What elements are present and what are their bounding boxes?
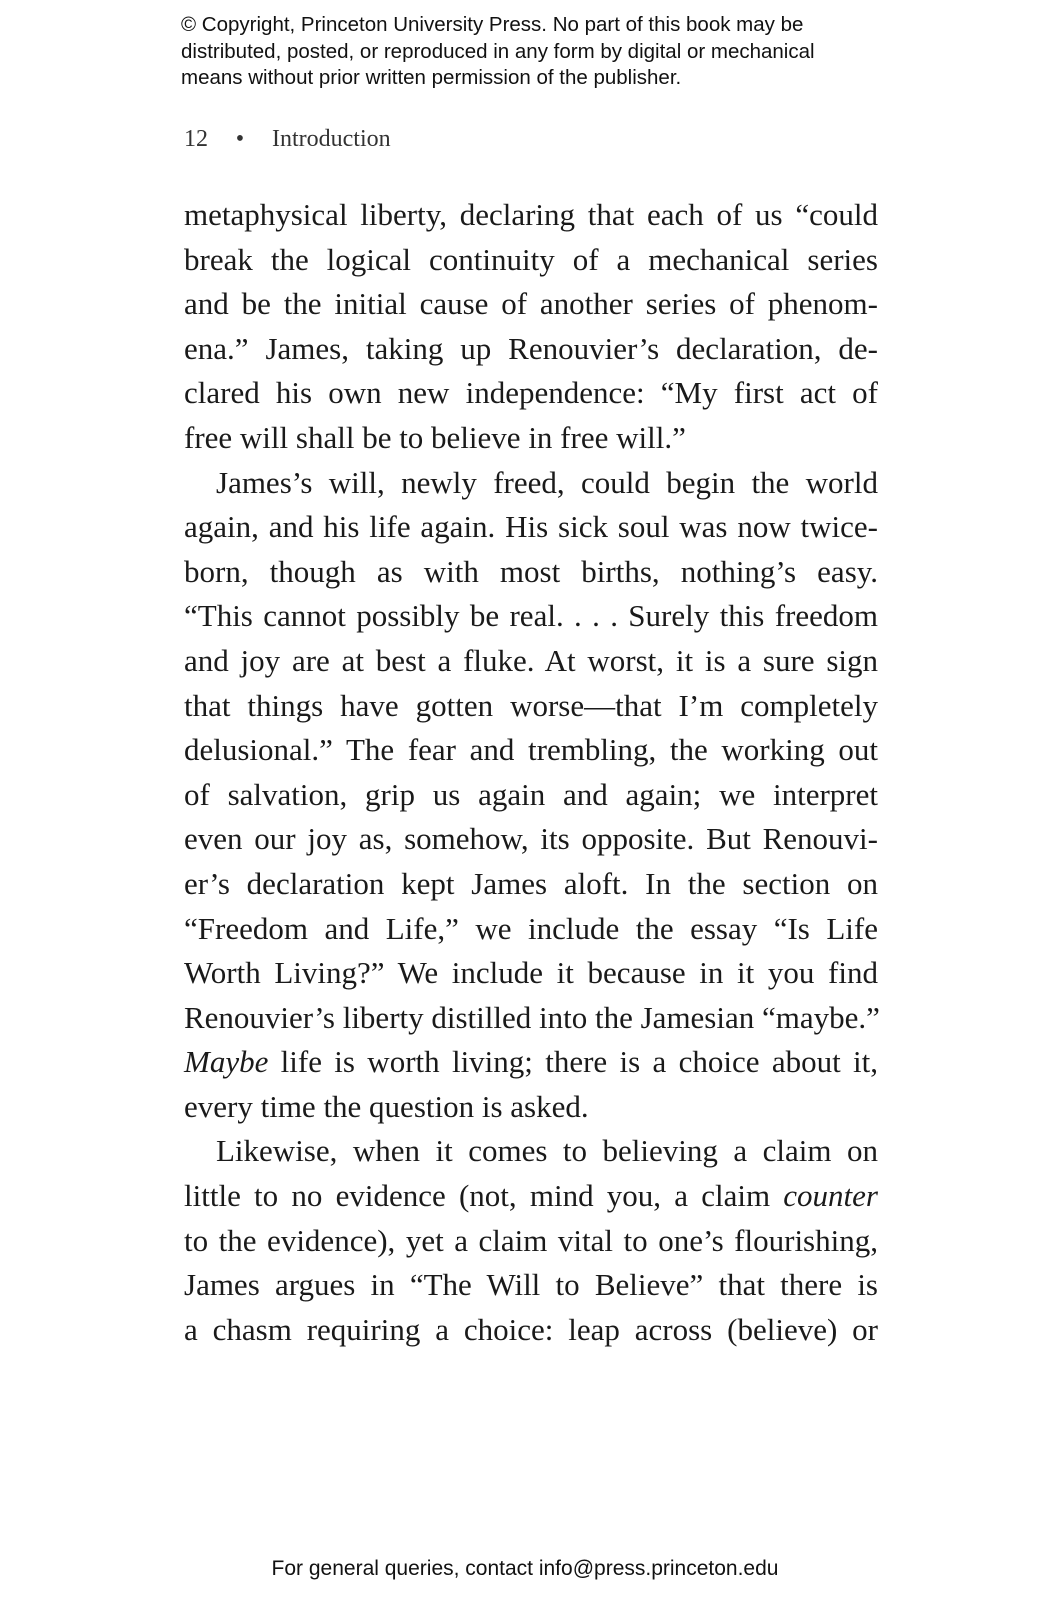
running-head — [184, 124, 391, 154]
copyright-line: distributed, posted, or reproduced in any form by digital or mechanical — [181, 39, 815, 63]
text-line: to the evidence), yet a claim vital to one’s flourishing, — [184, 1222, 878, 1258]
text-line: and be the initial cause of another series of phenom- — [184, 286, 878, 322]
text-line: er’s declaration kept James aloft. In the section on — [184, 865, 878, 901]
body-text — [184, 193, 878, 1352]
text-run: little to no evidence (not, mind you, a claim — [184, 1178, 784, 1214]
text-line: a chasm requiring a choice: leap across (believe) or — [184, 1311, 878, 1347]
text-line: “Freedom and Life,” we include the essay “Is Life — [184, 910, 878, 946]
text-line: James argues in “The Will to Believe” that there is — [184, 1267, 878, 1303]
text-line: Worth Living?” We include it because in it you find — [184, 955, 878, 991]
page-number: 12 — [184, 126, 208, 152]
text-line: every time the question is asked. — [184, 1088, 589, 1124]
section-title: Introduction — [272, 126, 391, 152]
text-line: break the logical continuity of a mechanical series — [184, 241, 878, 277]
text-line — [184, 1040, 878, 1085]
text-line: again, and his life again. His sick soul was now twice- — [184, 509, 878, 545]
text-line: of salvation, grip us again and again; we interpret — [184, 776, 878, 812]
footer-contact: For general queries, contact info@press.princeton.edu — [271, 1557, 779, 1580]
text-line: free will shall be to believe in free will.” — [184, 419, 686, 455]
copyright-notice — [181, 12, 901, 92]
text-line: delusional.” The fear and trembling, the working out — [184, 732, 878, 768]
text-line: even our joy as, somehow, its opposite. But Renouvi- — [184, 821, 878, 857]
text-line: clared his own new independence: “My first act of — [184, 375, 878, 411]
bullet-separator: • — [235, 126, 245, 152]
text-line: Renouvier’s liberty distilled into the Jamesian “maybe.” — [184, 999, 880, 1035]
text-line: metaphysical liberty, declaring that each of us “could — [184, 197, 878, 232]
italic-text: counter — [783, 1178, 878, 1214]
text-line — [184, 1174, 878, 1219]
text-line: that things have gotten worse—that I’m completely — [184, 687, 878, 723]
text-run: life is worth living; there is a choice about it, — [268, 1044, 878, 1080]
copyright-line: means without prior written permission of the publisher. — [181, 66, 682, 89]
text-line: ena.” James, taking up Renouvier’s declaration, de- — [184, 330, 878, 366]
text-line: born, though as with most births, nothing’s easy. — [184, 553, 878, 589]
copyright-line: © Copyright, Princeton University Press. No part of this book may be — [181, 13, 804, 36]
text-line: “This cannot possibly be real. . . . Surely this freedom — [184, 598, 878, 634]
text-line: Likewise, when it comes to believing a claim on — [216, 1133, 878, 1169]
text-line: James’s will, newly freed, could begin the world — [216, 464, 878, 500]
italic-text: Maybe — [184, 1044, 269, 1080]
text-line: and joy are at best a fluke. At worst, it is a sure sign — [184, 642, 878, 678]
